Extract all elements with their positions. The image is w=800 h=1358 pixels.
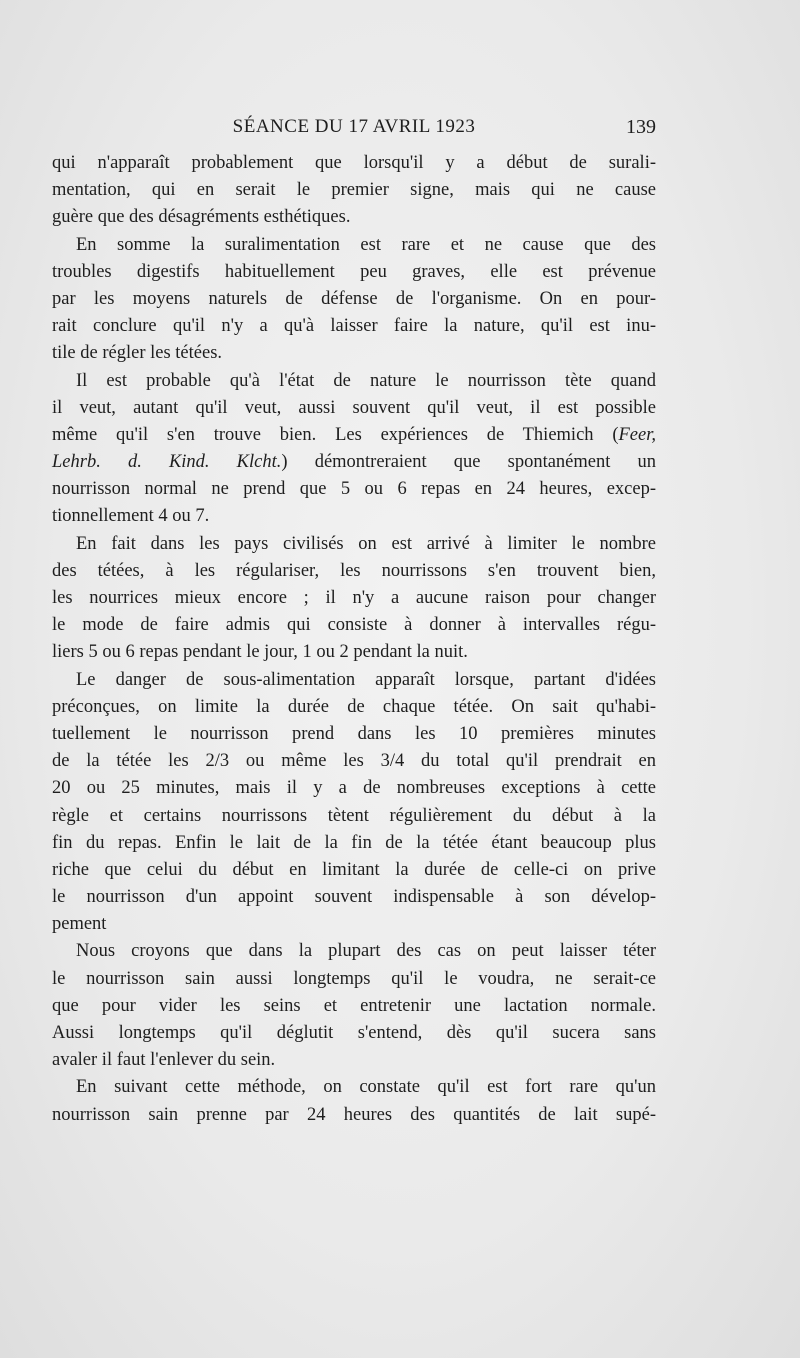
citation-book: Lehrb. d. Kind. Klcht.	[52, 452, 282, 473]
paragraph	[52, 938, 656, 1074]
text-line: les nourrices mieux encore ; il n'y a aucune raison pour changer	[52, 588, 656, 608]
text-line: mentation, qui en serait le premier signe, mais qui ne cause	[52, 180, 656, 201]
text-line: nourrisson sain prenne par 24 heures des quantités de lait supé-	[52, 1104, 656, 1125]
text-line: Aussi longtemps qu'il déglutit s'entend, dès qu'il sucera sans	[52, 1023, 656, 1043]
paragraph	[52, 667, 656, 939]
text-segment: même qu'il s'en trouve bien. Les expériences de Thiemich (	[52, 424, 619, 445]
paragraph	[52, 368, 656, 531]
text-line: troubles digestifs habituellement peu graves, elle est prévenue	[52, 261, 656, 282]
text-line: En fait dans les pays civilisés on est arrivé à limiter le nombre	[76, 533, 656, 554]
paragraph	[52, 232, 656, 368]
text-line: de la tétée les 2/3 ou même les 3/4 du total qu'il prendrait en	[52, 751, 656, 772]
text-line: le mode de faire admis qui consiste à donner à intervalles régu-	[52, 615, 656, 636]
text-line: fin du repas. Enfin le lait de la fin de la tétée étant beaucoup plus	[52, 832, 656, 853]
text-line: par les moyens naturels de défense de l'organisme. On en pour-	[52, 288, 656, 309]
text-line	[52, 449, 656, 476]
text-line: En suivant cette méthode, on constate qu'il est fort rare qu'un	[76, 1077, 656, 1098]
paragraph	[52, 1074, 656, 1128]
text-line: qui n'apparaît probablement que lorsqu'il y a début de surali-	[52, 153, 656, 173]
citation-closing: )	[281, 452, 288, 473]
body-text	[52, 150, 656, 1129]
text-line: guère que des désagréments esthétiques.	[52, 207, 351, 228]
text-line: 20 ou 25 minutes, mais il y a de nombreuses exceptions à cette	[52, 778, 656, 799]
text-line: le nourrisson sain aussi longtemps qu'il le voudra, ne serait-ce	[52, 968, 656, 989]
text-line: tionnellement 4 ou 7.	[52, 506, 210, 527]
running-head	[52, 112, 656, 142]
text-line: pement	[52, 914, 107, 935]
text-line: le nourrisson d'un appoint souvent indispensable à son dévelop-	[52, 887, 656, 908]
text-line: préconçues, on limite la durée de chaque tétée. On sait qu'habi-	[52, 696, 656, 717]
text-line: tile de régler les tétées.	[52, 343, 223, 364]
text-line: règle et certains nourrissons tètent régulièrement du début à la	[52, 805, 656, 826]
text-line: Le danger de sous-alimentation apparaît lorsque, partant d'idées	[76, 669, 656, 690]
text-line: des tétées, à les régulariser, les nourrissons s'en trouvent bien,	[52, 560, 656, 581]
text-line: liers 5 ou 6 repas pendant le jour, 1 ou 2 pendant la nuit.	[52, 642, 468, 663]
text-line: Nous croyons que dans la plupart des cas on peut laisser téter	[76, 941, 656, 962]
text-line: riche que celui du début en limitant la durée de celle-ci on prive	[52, 859, 656, 880]
running-title: SÉANCE DU 17 AVRIL 1923	[232, 116, 476, 137]
text-line: En somme la suralimentation est rare et ne cause que des	[76, 234, 656, 255]
text-line: avaler il faut l'enlever du sein.	[52, 1050, 276, 1071]
paragraph	[52, 531, 656, 667]
citation-source: Feer,	[618, 424, 656, 445]
text-line: il veut, autant qu'il veut, aussi souvent qu'il veut, il est possible	[52, 397, 656, 418]
text-line: rait conclure qu'il n'y a qu'à laisser faire la nature, qu'il est inu-	[52, 316, 656, 337]
text-line: tuellement le nourrisson prend dans les 10 premières minutes	[52, 723, 656, 744]
text-line	[52, 422, 656, 449]
paragraph	[52, 150, 656, 232]
text-line: que pour vider les seins et entretenir une lactation normale.	[52, 995, 656, 1016]
page-number: 139	[626, 116, 656, 138]
text-segment: démontreraient que spontanément un	[314, 452, 656, 473]
text-line: nourrisson normal ne prend que 5 ou 6 repas en 24 heures, excep-	[52, 479, 656, 500]
text-line: Il est probable qu'à l'état de nature le nourrisson tète quand	[76, 370, 656, 391]
